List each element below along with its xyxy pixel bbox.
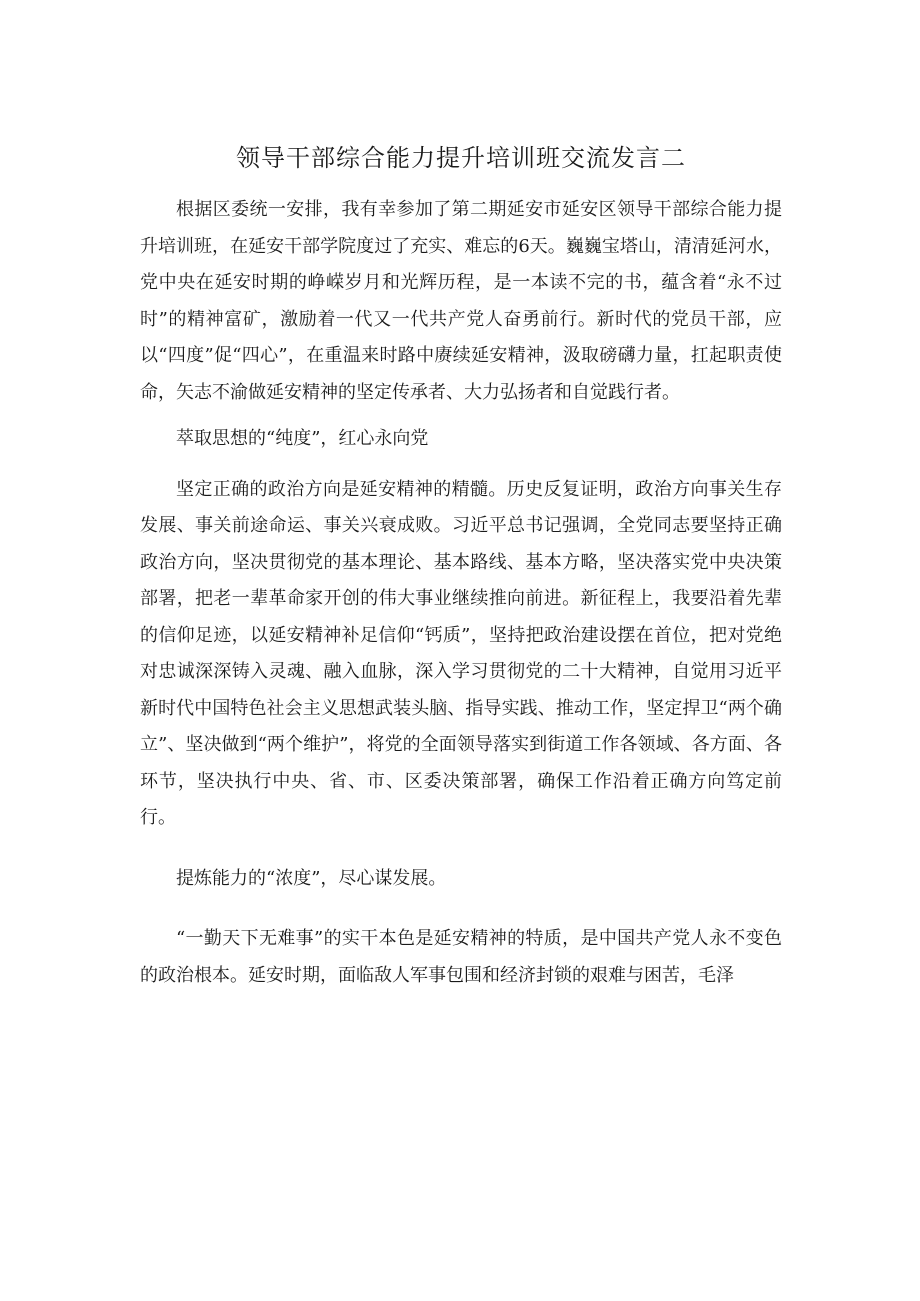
paragraph-intro: 根据区委统一安排，我有幸参加了第二期延安市延安区领导干部综合能力提升培训班，在延安干部学院度过了充实、难忘的6天。巍巍宝塔山，清清延河水，党中央在延安时期的峥嵘岁月和光辉历程，是一本读不完的书，蕴含着“永不过时”的精神富矿，激励着一代又一代共产党人奋勇前行。新时代的党员干部，应以“四度”促“四心”，在重温来时路中赓续延安精神，汲取磅礴力量，扛起职责使命，矢志不渝做延安精神的坚定传承者、大力弘扬者和自觉践行者。 (140, 199, 782, 403)
document-page (140, 138, 782, 994)
document-title: 领导干部综合能力提升培训班交流发言二 (236, 144, 686, 172)
section-heading-1: 萃取思想的“纯度”，红心永向党 (176, 428, 429, 449)
spacer (140, 837, 782, 861)
spacer (140, 458, 782, 472)
spacer (140, 897, 782, 921)
section-heading-2: 提炼能力的“浓度”，尽心谋发展。 (176, 867, 447, 889)
spacer (140, 411, 782, 421)
paragraph-section-2: “一勤天下无难事”的实干本色是延安精神的特质，是中国共产党人永不变色的政治根本。延安时期，面临敌人军事包围和经济封锁的艰难与困苦，毛泽 (140, 928, 782, 986)
paragraph-section-1: 坚定正确的政治方向是延安精神的精髓。历史反复证明，政治方向事关生存发展、事关前途命运、事关兴衰成败。习近平总书记强调，全党同志要坚持正确政治方向，坚决贯彻党的基本理论、基本路线、基本方略，坚决落实党中央决策部署，把老一辈革命家开创的伟大事业继续推向前进。新征程上，我要沿着先辈的信仰足迹，以延安精神补足信仰“钙质”，坚持把政治建设摆在首位，把对党绝对忠诚深深铸入灵魂、融入血脉，深入学习贯彻党的二十大精神，自觉用习近平新时代中国特色社会主义思想武装头脑、指导实践、推动工作，坚定捍卫“两个确立”、坚决做到“两个维护”，将党的全面领导落实到街道工作各领域、各方面、各环节，坚决执行中央、省、市、区委决策部署，确保工作沿着正确方向笃定前行。 (140, 478, 782, 828)
spacer (140, 182, 782, 192)
